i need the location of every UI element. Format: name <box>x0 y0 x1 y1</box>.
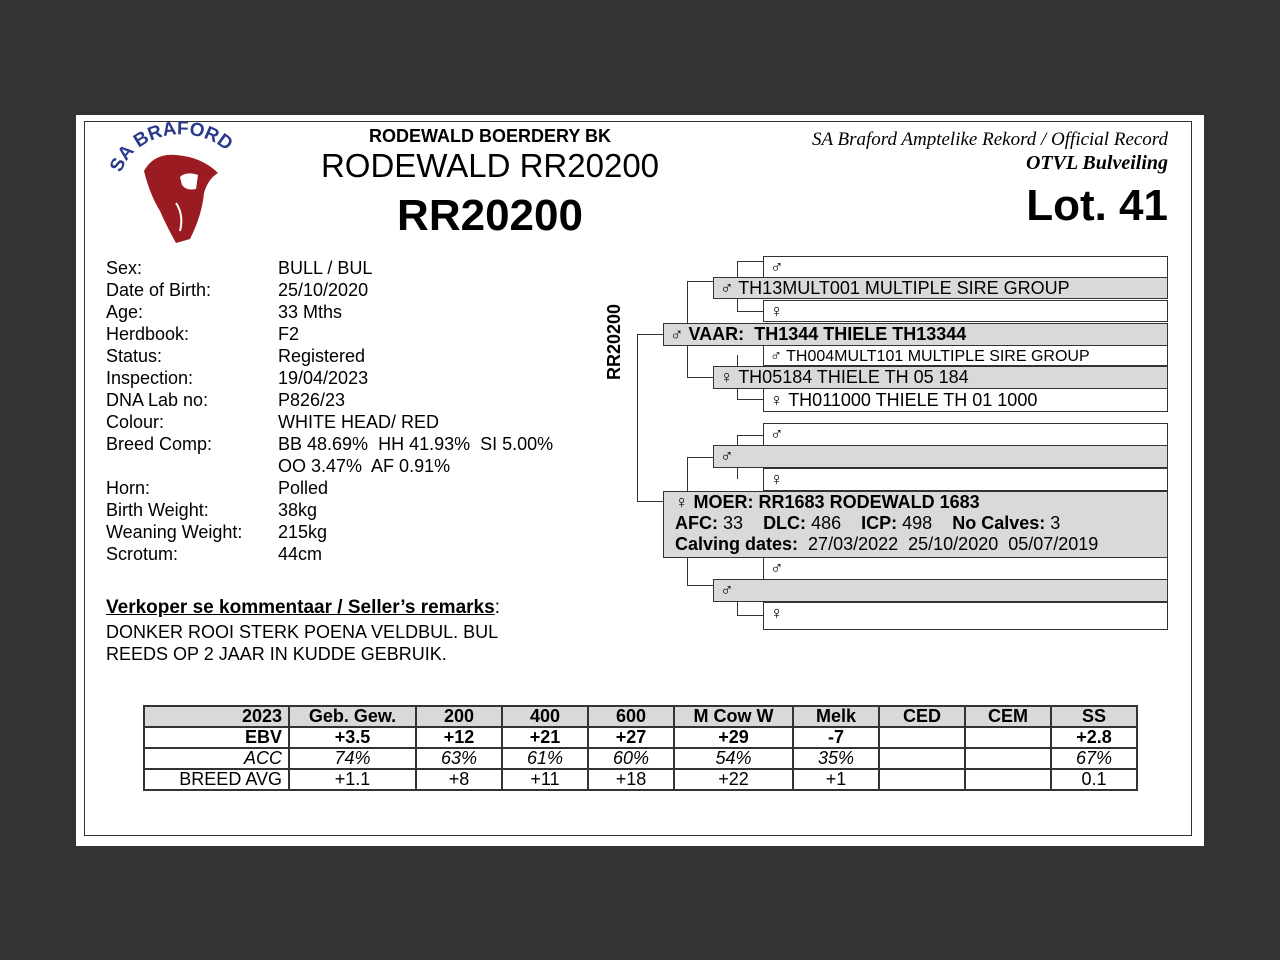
breed-avg-cell: BREED AVG <box>144 769 289 790</box>
info-value: OO 3.47% AF 0.91% <box>278 456 451 476</box>
remarks-title: Verkoper se kommentaar / Seller’s remarks <box>106 597 495 618</box>
acc-cell: 35% <box>793 748 879 769</box>
ebv-header-row <box>144 706 1137 727</box>
ebv-cell: EBV <box>144 727 289 748</box>
pedigree-dam <box>663 491 1168 558</box>
info-row <box>106 257 553 279</box>
calving-dates-value: 27/03/2022 25/10/2020 05/07/2019 <box>808 534 1099 554</box>
pedigree-dam-sire <box>713 445 1168 468</box>
info-value: WHITE HEAD/ RED <box>278 412 440 432</box>
male-icon: ♂ <box>720 580 734 600</box>
dam-line <box>675 492 1167 513</box>
info-row <box>106 521 553 543</box>
info-value: P826/23 <box>278 390 346 410</box>
info-label: Herdbook: <box>106 324 190 344</box>
female-icon: ♀ <box>770 301 784 321</box>
info-value: BULL / BUL <box>278 258 373 278</box>
pedigree-name: TH011000 THIELE TH 01 1000 <box>788 390 1038 410</box>
ebv-cell: +12 <box>416 727 502 748</box>
breed-avg-cell <box>965 769 1051 790</box>
acc-cell: ACC <box>144 748 289 769</box>
pedigree-animal-id: RR20200 <box>604 303 624 380</box>
ebv-cell: +3.5 <box>289 727 416 748</box>
female-icon: ♀ <box>770 390 784 410</box>
breed-avg-cell: +1.1 <box>289 769 416 790</box>
info-value: 44cm <box>278 544 323 564</box>
info-value: Polled <box>278 478 329 498</box>
ebv-cell: +2.8 <box>1051 727 1137 748</box>
sire-label: VAAR: <box>688 324 745 344</box>
breed-avg-cell: +8 <box>416 769 502 790</box>
info-value: Registered <box>278 346 366 366</box>
breed-avg-cell: +18 <box>588 769 674 790</box>
info-label: Status: <box>106 346 163 366</box>
remarks-colon: : <box>494 597 500 618</box>
animal-name: RODEWALD RR20200 <box>320 147 660 184</box>
info-row <box>106 411 553 433</box>
pedigree-dam-dam-sire <box>763 557 1168 580</box>
info-value: BB 48.69% HH 41.93% SI 5.00% <box>278 434 554 454</box>
ebv-header-cell: 200 <box>416 706 502 727</box>
pedigree-sire <box>663 323 1168 346</box>
male-icon: ♂ <box>770 558 784 578</box>
dam-label: MOER: <box>693 492 754 512</box>
pedigree-dam-dam <box>713 579 1168 602</box>
ebv-cell: -7 <box>793 727 879 748</box>
info-label: Colour: <box>106 412 165 432</box>
ebv-header-cell: 2023 <box>144 706 289 727</box>
info-row <box>106 323 553 345</box>
info-value: 19/04/2023 <box>278 368 369 388</box>
pedigree-sire-dam-dam <box>763 388 1168 412</box>
acc-cell: 61% <box>502 748 588 769</box>
acc-cell <box>879 748 965 769</box>
female-icon: ♀ <box>675 492 689 512</box>
afc-value: 33 <box>723 513 744 533</box>
pedigree-sire-sire <box>713 277 1168 299</box>
ebv-cell: +27 <box>588 727 674 748</box>
sale-name: OTVL Bulveiling <box>1025 152 1168 174</box>
animal-id: RR20200 <box>397 191 583 240</box>
info-value: 215kg <box>278 522 328 542</box>
ebv-header-cell: CEM <box>965 706 1051 727</box>
female-icon: ♀ <box>770 603 784 623</box>
info-row <box>106 301 553 323</box>
pedigree-dam-sire-sire <box>763 423 1168 446</box>
acc-cell: 74% <box>289 748 416 769</box>
pedigree-name: TH05184 THIELE TH 05 184 <box>738 367 969 387</box>
breed-avg-row <box>144 769 1137 790</box>
calves-value: 3 <box>1050 513 1061 533</box>
ebv-header-cell: M Cow W <box>674 706 793 727</box>
acc-cell: 67% <box>1051 748 1137 769</box>
male-icon: ♂ <box>770 257 784 277</box>
ebv-row <box>144 727 1137 748</box>
breed-avg-cell <box>879 769 965 790</box>
info-value: F2 <box>278 324 300 344</box>
ebv-header-cell: CED <box>879 706 965 727</box>
info-label <box>106 455 278 477</box>
pedigree-sire-dam-sire <box>763 345 1168 366</box>
icp-label: ICP: <box>861 513 898 533</box>
calves-label: No Calves: <box>952 513 1046 533</box>
afc-label: AFC: <box>675 513 718 533</box>
pedigree-name: RR1683 RODEWALD 1683 <box>758 492 980 512</box>
ebv-cell: +21 <box>502 727 588 748</box>
pedigree-name: TH004MULT101 MULTIPLE SIRE GROUP <box>786 348 1090 365</box>
info-label: Age: <box>106 302 144 322</box>
info-row <box>106 477 553 499</box>
info-label: Scrotum: <box>106 544 179 564</box>
dlc-value: 486 <box>811 513 842 533</box>
ebv-header-cell: Geb. Gew. <box>289 706 416 727</box>
ebv-header-cell: Melk <box>793 706 879 727</box>
info-value: 33 Mths <box>278 302 343 322</box>
info-row <box>106 543 553 565</box>
info-label: Breed Comp: <box>106 434 213 454</box>
male-icon: ♂ <box>670 324 684 344</box>
record-card <box>76 115 1204 846</box>
ebv-header-cell: 400 <box>502 706 588 727</box>
dlc-label: DLC: <box>763 513 807 533</box>
info-row <box>106 389 553 411</box>
dam-stats <box>675 513 1167 534</box>
breeder-name: RODEWALD BOERDERY BK <box>368 126 611 146</box>
info-label: Inspection: <box>106 368 194 388</box>
pedigree-sire-sire-sire <box>763 256 1168 278</box>
info-row <box>106 455 553 477</box>
info-label: Birth Weight: <box>106 500 209 520</box>
pedigree-name: TH13MULT001 MULTIPLE SIRE GROUP <box>738 278 1070 298</box>
breed-avg-cell: +22 <box>674 769 793 790</box>
ebv-cell <box>965 727 1051 748</box>
info-row <box>106 279 553 301</box>
info-row <box>106 433 553 455</box>
acc-cell: 60% <box>588 748 674 769</box>
official-record-line: SA Braford Amptelike Rekord / Official Record <box>812 129 1168 150</box>
calving-label: Calving dates: <box>675 534 799 554</box>
male-icon: ♂ <box>720 446 734 466</box>
acc-row <box>144 748 1137 769</box>
info-label: Sex: <box>106 258 143 278</box>
breed-avg-cell: +1 <box>793 769 879 790</box>
lot-number: Lot. 41 <box>1026 181 1168 230</box>
breed-avg-cell: +11 <box>502 769 588 790</box>
female-icon: ♀ <box>770 469 784 489</box>
info-value: 25/10/2020 <box>278 280 369 300</box>
calving-dates <box>675 534 1167 555</box>
pedigree-sire-sire-dam <box>763 300 1168 322</box>
pedigree-name: TH1344 THIELE TH13344 <box>754 324 967 344</box>
icp-value: 498 <box>902 513 933 533</box>
info-label: Date of Birth: <box>106 280 212 300</box>
ebv-cell <box>879 727 965 748</box>
ebv-header-cell: SS <box>1051 706 1137 727</box>
pedigree-dam-dam-dam <box>763 602 1168 630</box>
svg-text:SA BRAFORD: SA BRAFORD <box>106 119 237 176</box>
acc-cell: 54% <box>674 748 793 769</box>
male-icon: ♂ <box>720 278 734 298</box>
ebv-cell: +29 <box>674 727 793 748</box>
remarks-heading <box>106 597 500 619</box>
pedigree-dam-sire-dam <box>763 468 1168 491</box>
ebv-header-cell: 600 <box>588 706 674 727</box>
info-label: DNA Lab no: <box>106 390 209 410</box>
info-row <box>106 499 553 521</box>
info-label: Horn: <box>106 478 151 498</box>
info-row <box>106 345 553 367</box>
remarks-text: DONKER ROOI STERK POENA VELDBUL. BUL REEDS OP 2 JAAR IN KUDDE GEBRUIK. <box>106 622 498 664</box>
male-icon: ♂ <box>770 348 782 365</box>
acc-cell: 63% <box>416 748 502 769</box>
ebv-table <box>143 705 1138 791</box>
female-icon: ♀ <box>720 367 734 387</box>
breed-avg-cell: 0.1 <box>1051 769 1137 790</box>
male-icon: ♂ <box>770 424 784 444</box>
info-row <box>106 367 553 389</box>
pedigree-sire-dam <box>713 366 1168 389</box>
info-label: Weaning Weight: <box>106 522 243 542</box>
animal-info-list <box>106 257 553 565</box>
acc-cell <box>965 748 1051 769</box>
info-value: 38kg <box>278 500 318 520</box>
